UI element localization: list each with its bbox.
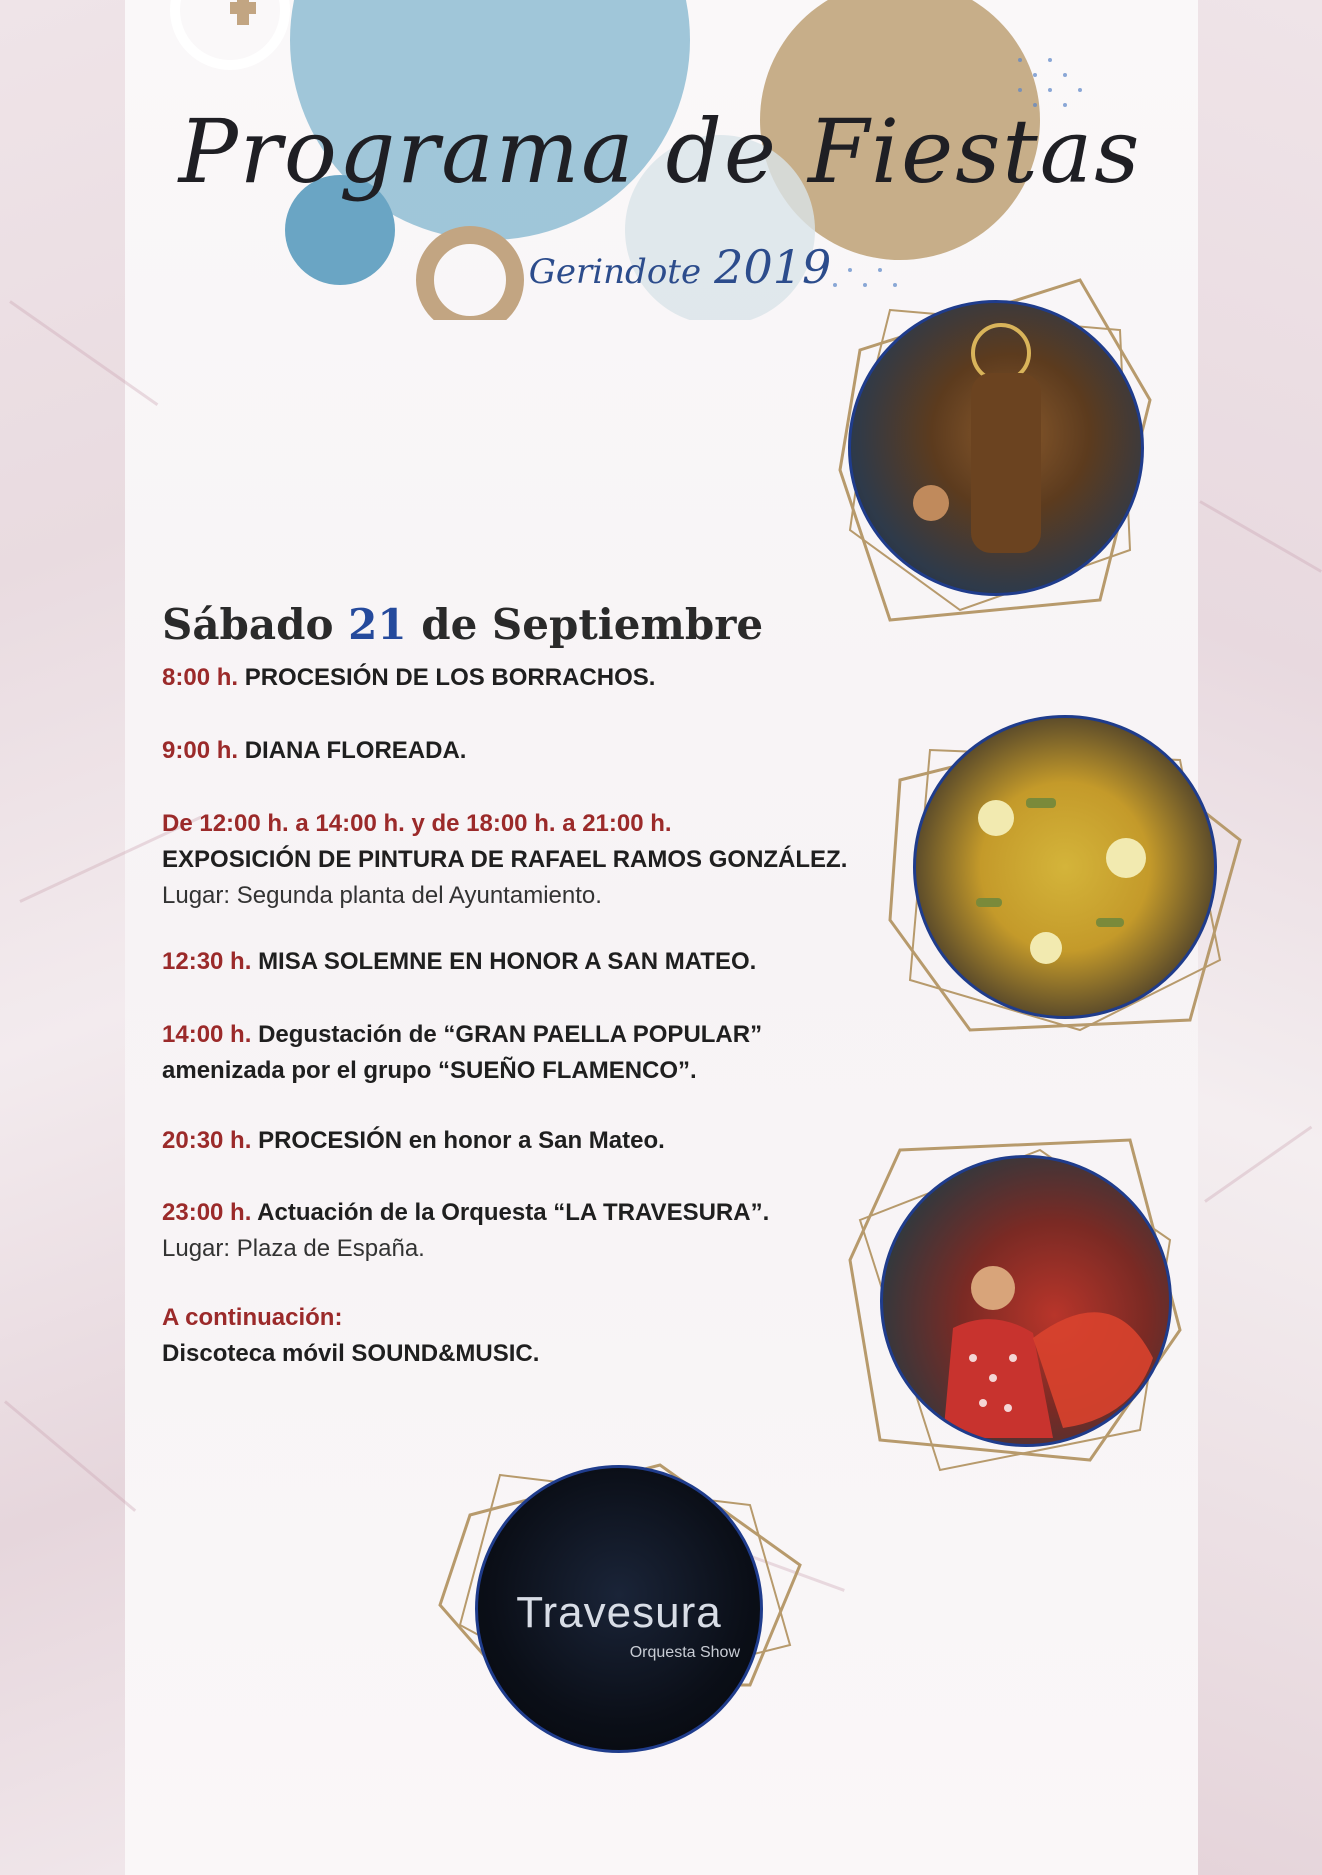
event-time: 8:00 h.	[162, 664, 239, 691]
event-time: 9:00 h.	[162, 737, 239, 764]
subtitle-year: 2019	[714, 240, 832, 294]
day-suffix: de Septiembre	[421, 600, 764, 649]
day-heading	[162, 600, 763, 649]
event-note: Lugar: Segunda planta del Ayuntamiento.	[162, 882, 602, 909]
cross-shape	[237, 0, 249, 25]
event-time: De 12:00 h. a 14:00 h. y de 18:00 h. a 21:00 h.	[162, 810, 672, 837]
event-item	[162, 1195, 769, 1267]
event-text: DIANA FLOREADA.	[244, 737, 467, 764]
subtitle-place: Gerindote	[528, 252, 702, 292]
event-text: EXPOSICIÓN DE PINTURA DE RAFAEL RAMOS GONZÁLEZ.	[162, 846, 848, 873]
event-text: PROCESIÓN en honor a San Mateo.	[258, 1127, 665, 1154]
event-item	[162, 944, 756, 980]
event-item	[162, 806, 847, 914]
event-text: MISA SOLEMNE EN HONOR A SAN MATEO.	[258, 948, 757, 975]
event-item	[162, 733, 466, 769]
logo-name: Travesura	[516, 1588, 722, 1637]
event-note: Lugar: Plaza de España.	[162, 1235, 425, 1262]
event-item	[162, 660, 655, 696]
event-text: Discoteca móvil SOUND&MUSIC.	[162, 1340, 540, 1367]
event-time: 12:30 h.	[162, 948, 252, 975]
page-title: Programa de Fiestas	[178, 100, 1142, 203]
event-time: A continuación:	[162, 1304, 343, 1331]
subtitle	[470, 240, 890, 294]
saint-photo	[848, 300, 1144, 596]
event-item	[162, 1123, 665, 1159]
event-item	[162, 1017, 762, 1089]
paella-photo	[913, 715, 1217, 1019]
logo-tagline: Orquesta Show	[629, 1644, 740, 1661]
event-text-line2: amenizada por el grupo “SUEÑO FLAMENCO”.	[162, 1057, 697, 1084]
day-prefix: Sábado	[162, 600, 334, 649]
travesura-logo	[475, 1465, 763, 1753]
day-number: 21	[348, 600, 407, 649]
event-time: 23:00 h.	[162, 1199, 252, 1226]
event-text: PROCESIÓN DE LOS BORRACHOS.	[244, 664, 656, 691]
event-item	[162, 1300, 539, 1372]
event-time: 20:30 h.	[162, 1127, 252, 1154]
event-time: 14:00 h.	[162, 1021, 252, 1048]
event-text: Actuación de la Orquesta “LA TRAVESURA”.	[257, 1199, 770, 1226]
event-text: Degustación de “GRAN PAELLA POPULAR”	[258, 1021, 763, 1048]
flamenco-photo	[880, 1155, 1172, 1447]
